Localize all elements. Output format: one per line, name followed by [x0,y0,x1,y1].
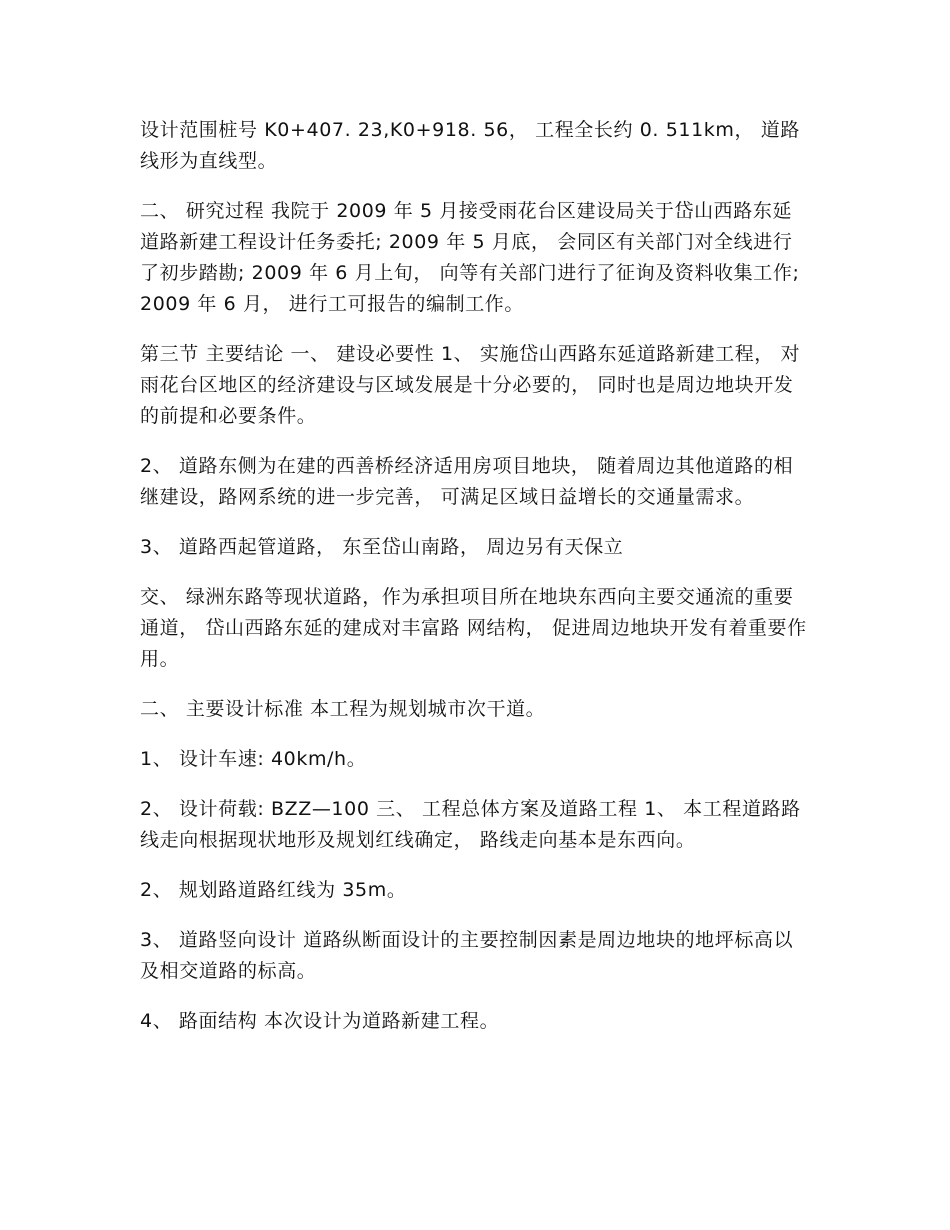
paragraph-red-line-width: 2、 规划路道路红线为 35m。 [140,879,407,901]
paragraph-pavement-structure: 4、 路面结构 本次设计为道路新建工程。 [140,1010,500,1032]
paragraph-design-load: 2、 设计荷载: BZZ—100 三、 工程总体方案及道路工程 1、 本工程道路路线走向根据现状地形及规划红线确定， 路线走向基本是东西向。 [140,798,801,851]
paragraph-design-standards: 二、 主要设计标准 本工程为规划城市次干道。 [140,698,546,720]
paragraph-road-network: 交、 绿洲东路等现状道路，作为承担项目所在地块东西向主要交通流的重要通道， 岱山西路东延的建成对丰富路 网结构， 促进周边地块开发有着重要作用。 [140,586,807,670]
paragraph-vertical-design: 3、 道路竖向设计 道路纵断面设计的主要控制因素是周边地块的地坪标高以及相交道路的标高。 [140,929,794,982]
paragraph-research-process: 二、 研究过程 我院于 2009 年 5 月接受雨花台区建设局关于岱山西路东延道路新建工程设计任务委托; 2009 年 5 月底， 会同区有关部门对全线进行了初步踏勘; 2009 年 6 月上旬， 向等有关部门进行了征询及资料收集工作; 2009 年 6 月， 进行工可报告的编制工作。 [140,200,800,315]
paragraph-main-conclusions: 第三节 主要结论 一、 建设必要性 1、 实施岱山西路东延道路新建工程， 对雨花台区地区的经济建设与区域发展是十分必要的， 同时也是周边地块开发的前提和必要条件。 [140,343,801,427]
paragraph-design-scope: 设计范围桩号 K0+407. 23,K0+918. 56， 工程全长约 0. 511km， 道路线形为直线型。 [140,119,800,172]
paragraph-road-extent: 3、 道路西起管道路， 东至岱山南路， 周边另有天保立 [140,536,624,558]
paragraph-east-side-plot: 2、 道路东侧为在建的西善桥经济适用房项目地块， 随着周边其他道路的相继建设，路网系统的进一步完善， 可满足区域日益增长的交通量需求。 [140,455,794,508]
paragraph-design-speed: 1、 设计车速: 40km/h。 [140,748,367,770]
